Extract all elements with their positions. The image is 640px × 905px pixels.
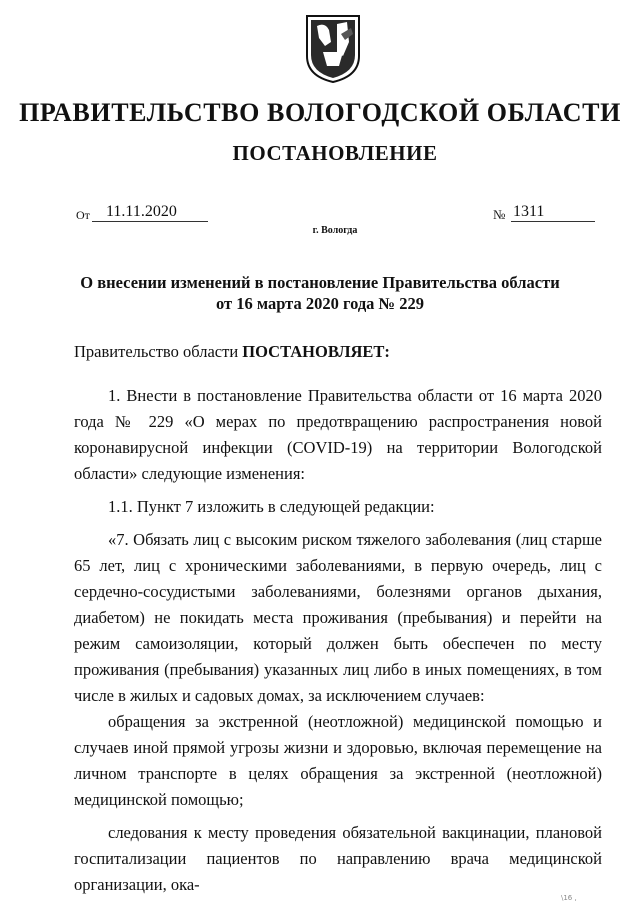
resolution-lead	[74, 342, 390, 362]
document-body	[74, 383, 602, 905]
paragraph: 1.1. Пункт 7 изложить в следующей редакции:	[108, 497, 435, 516]
page-mark: \16 ,	[561, 894, 577, 902]
number-label: №	[493, 207, 506, 222]
government-name: ПРАВИТЕЛЬСТВО ВОЛОГОДСКОЙ ОБЛАСТИ	[19, 98, 621, 127]
date-label: От	[76, 208, 90, 222]
city-name: г. Вологда	[312, 225, 358, 236]
document-number: 1311	[511, 203, 595, 222]
lead-text: Правительство области	[74, 342, 243, 361]
document-type: ПОСТАНОВЛЕНИЕ	[232, 141, 438, 165]
paragraph: «7. Обязать лиц с высоким риском тяжелого заболевания (лиц старше 65 лет, лиц с хроническими заболеваниями, в первую очередь, лиц с сердечно-сосудистыми заболеваниями, болезнями органов дыхания, диабетом) не покидать места проживания (пребывания) и перейти на режим самоизоляции, который должен быть обеспечен по месту проживания (пребывания) указанных лиц либо в иных помещениях, в том числе в жилых и садовых домах, за исключением случаев:	[74, 530, 602, 705]
paragraph: обращения за экстренной (неотложной) медицинской помощью и случаев иной прямой угрозы жизни и здоровью, включая перемещение на личном транспорте в целях обращения за экстренной (неотложной) медицинской помощью;	[74, 712, 602, 809]
document-date: 11.11.2020	[92, 203, 208, 222]
document-title	[60, 272, 580, 314]
title-line-2: от 16 марта 2020 года № 229	[215, 294, 425, 313]
lead-verb: ПОСТАНОВЛЯЕТ:	[242, 342, 390, 361]
title-line-1: О внесении изменений в постановление Правительства области	[80, 273, 560, 292]
paragraph: 1. Внести в постановление Правительства области от 16 марта 2020 года № 229 «О мерах по предотвращению распространения новой коронавирусной инфекции (COVID-19) на территории Вологодской области» следующие изменения:	[74, 386, 602, 483]
coat-of-arms-icon	[303, 12, 363, 84]
paragraph: следования к месту проведения обязательной вакцинации, плановой госпитализации пациентов по направлению врача медицинской организации, ока-	[74, 823, 602, 894]
